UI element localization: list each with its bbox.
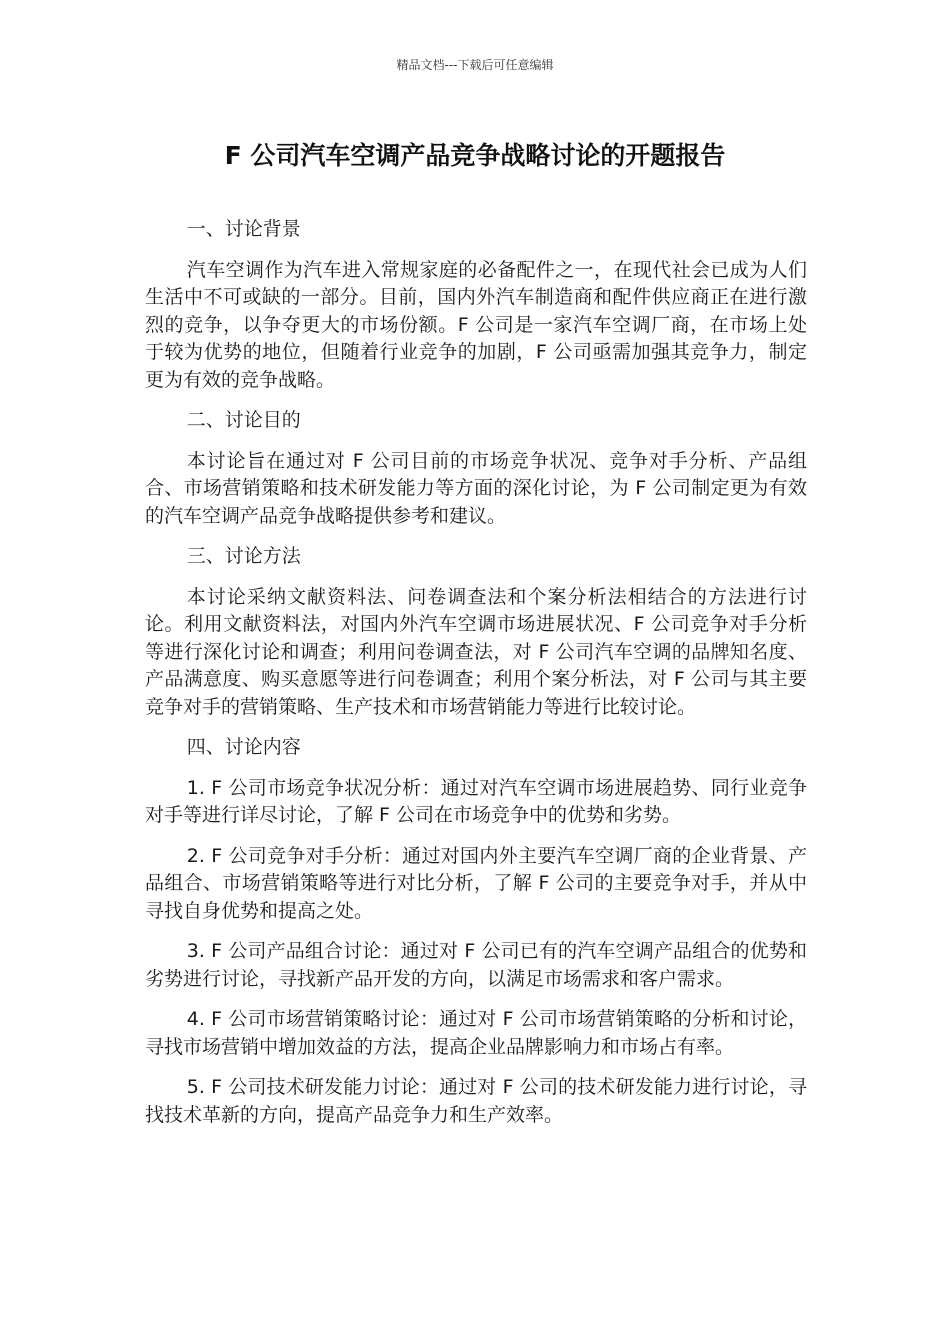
- list-item: 1. F 公司市场竞争状况分析：通过对汽车空调市场进展趋势、同行业竞争对手等进行详尽讨论，了解 F 公司在市场竞争中的优势和劣势。: [145, 776, 807, 826]
- paragraph: 本讨论旨在通过对 F 公司目前的市场竞争状况、竞争对手分析、产品组合、市场营销策略和技术研发能力等方面的深化讨论，为 F 公司制定更为有效的汽车空调产品竞争战略提供参考和建议。: [145, 449, 807, 527]
- section-heading: 二、讨论目的: [186, 409, 301, 431]
- document-title: F 公司汽车空调产品竞争战略讨论的开题报告: [224, 141, 726, 170]
- paragraph: 汽车空调作为汽车进入常规家庭的必备配件之一，在现代社会已成为人们生活中不可或缺的一部分。目前，国内外汽车制造商和配件供应商正在进行激烈的竞争，以争夺更大的市场份额。F 公司是一家汽车空调厂商，在市场上处于较为优势的地位，但随着行业竞争的加剧，F 公司亟需加强其竞争力，制定更为有效的竞争战略。: [145, 258, 807, 391]
- list-item: 5. F 公司技术研发能力讨论：通过对 F 公司的技术研发能力进行讨论，寻找技术革新的方向，提高产品竞争力和生产效率。: [145, 1076, 807, 1126]
- section-heading: 四、讨论内容: [186, 736, 301, 758]
- list-item: 2. F 公司竞争对手分析：通过对国内外主要汽车空调厂商的企业背景、产品组合、市场营销策略等进行对比分析，了解 F 公司的主要竞争对手，并从中寻找自身优势和提高之处。: [145, 844, 807, 922]
- section-background: [145, 216, 807, 394]
- section-method: [145, 543, 807, 721]
- section-purpose: [145, 407, 807, 530]
- list-item: 4. F 公司市场营销策略讨论：通过对 F 公司市场营销策略的分析和讨论，寻找市场营销中增加效益的方法，提高企业品牌影响力和市场占有率。: [145, 1008, 807, 1058]
- paragraph: 本讨论采纳文献资料法、问卷调查法和个案分析法相结合的方法进行讨论。利用文献资料法，对国内外汽车空调市场进展状况、F 公司竞争对手分析等进行深化讨论和调查；利用问卷调查法，对 F 公司汽车空调的品牌知名度、产品满意度、购买意愿等进行问卷调查；利用个案分析法，对 F 公司与其主要竞争对手的营销策略、生产技术和市场营销能力等进行比较讨论。: [145, 585, 807, 718]
- section-content: [145, 734, 807, 1129]
- section-heading: 三、讨论方法: [186, 545, 301, 567]
- document-body: [145, 216, 807, 1142]
- list-item: 3. F 公司产品组合讨论：通过对 F 公司已有的汽车空调产品组合的优势和劣势进行讨论，寻找新产品开发的方向，以满足市场需求和客户需求。: [145, 940, 807, 990]
- section-heading: 一、讨论背景: [186, 218, 301, 240]
- page-header: 精品文档---下载后可任意编辑: [396, 58, 554, 72]
